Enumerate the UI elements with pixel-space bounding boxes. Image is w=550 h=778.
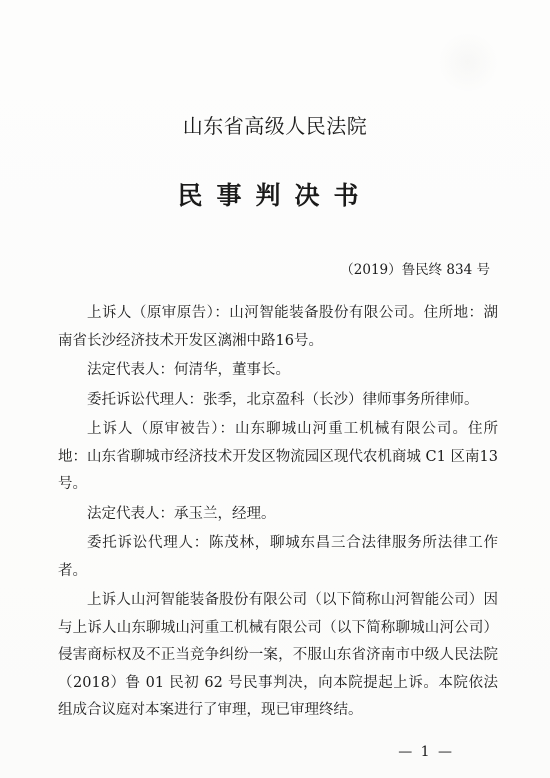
scan-artifact (438, 32, 498, 92)
paragraph-appellant-2: 上诉人（原审被告）：山东聊城山河重工机械有限公司。住所地：山东省聊城市经济技术开发区物流园区现代农机商城 C1 区南13号。 (58, 421, 498, 492)
page-number: — 1 — (398, 744, 454, 760)
document-title: 民事判决书 (177, 181, 373, 210)
court-name: 山东省高级人民法院 (182, 114, 368, 138)
case-number: （2019）鲁民终 834 号 (340, 262, 490, 278)
paragraph-agent-2: 委托诉讼代理人：陈茂林，聊城东昌三合法律服务所法律工作者。 (58, 535, 498, 579)
paragraph-legal-rep-1: 法定代表人：何清华，董事长。 (87, 362, 290, 378)
document-body (58, 300, 498, 725)
paragraph-case-summary: 上诉人山河智能装备股份有限公司（以下简称山河智能公司）因与上诉人山东聊城山河重工机械有限公司（以下简称聊城山河公司）侵害商标权及不正当竞争纠纷一案，不服山东省济南市中级人民法院（2018）鲁 01 民初 62 号民事判决，向本院提起上诉。本院依法组成合议庭对本案进行了审理，现已审理终结。 (58, 592, 498, 718)
paragraph-legal-rep-2: 法定代表人：承玉兰，经理。 (87, 505, 276, 522)
paragraph-agent-1: 委托诉讼代理人：张季，北京盈科（长沙）律师事务所律师。 (87, 391, 479, 408)
paragraph-appellant-1: 上诉人（原审原告）：山河智能装备股份有限公司。住所地：湖南省长沙经济技术开发区漓湘中路16号。 (58, 305, 498, 349)
